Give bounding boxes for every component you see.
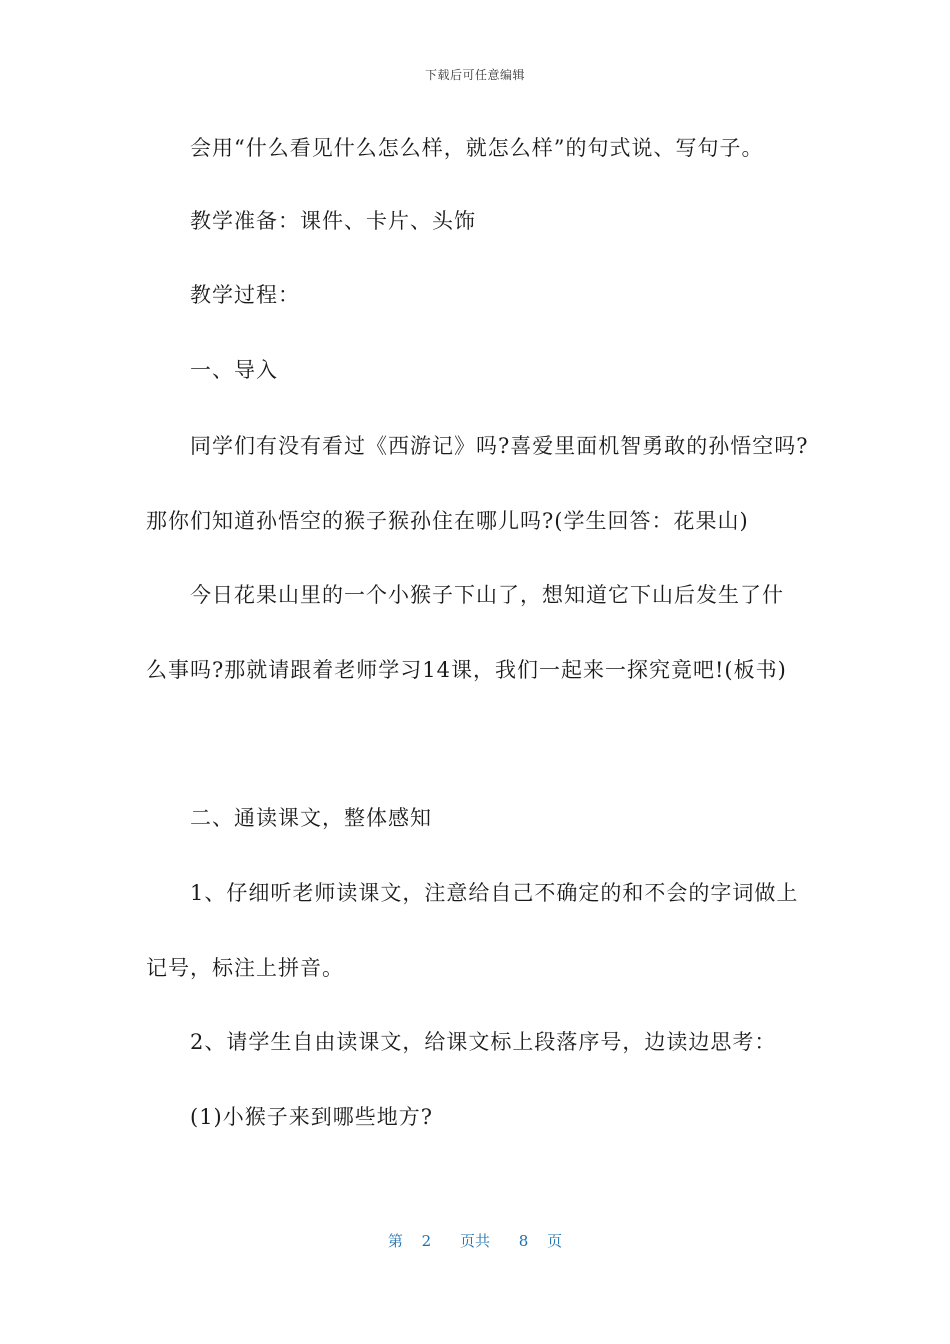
paragraph-intro-line-4: 么事吗?那就请跟着老师学习14课，我们一起来一探究竟吧!(板书) [146,658,787,682]
footer-prefix: 第 [387,1232,403,1250]
footer-middle: 页共 [459,1232,490,1250]
paragraph-step-1-line-1: 1、仔细听老师读课文，注意给自己不确定的和不会的字词做上 [190,881,799,905]
footer-current-page: 2 [421,1232,432,1250]
paragraph-intro-line-1: 同学们有没有看过《西游记》吗?喜爱里面机智勇敢的孙悟空吗? [190,434,809,458]
paragraph-question-1: (1)小猴子来到哪些地方? [190,1105,434,1129]
paragraph-intro-line-2: 那你们知道孙悟空的猴子猴孙住在哪儿吗?(学生回答：花果山) [146,509,749,533]
paragraph-process-heading: 教学过程： [190,283,300,307]
page-header: 下载后可任意编辑 [424,68,525,82]
paragraph-step-1-line-2: 记号，标注上拼音。 [146,956,344,980]
section-heading-read-through: 二、通读课文，整体感知 [190,806,432,830]
section-heading-intro: 一、导入 [190,358,278,382]
paragraph-preparation: 教学准备：课件、卡片、头饰 [190,209,476,233]
paragraph-step-2: 2、请学生自由读课文，给课文标上段落序号，边读边思考： [190,1030,777,1054]
footer-total-pages: 8 [518,1232,529,1250]
page-footer [0,1230,950,1251]
footer-suffix: 页 [547,1232,563,1250]
paragraph-sentence-pattern: 会用“什么看见什么怎么样，就怎么样”的句式说、写句子。 [190,136,764,160]
paragraph-intro-line-3: 今日花果山里的一个小猴子下山了，想知道它下山后发生了什 [190,583,784,607]
